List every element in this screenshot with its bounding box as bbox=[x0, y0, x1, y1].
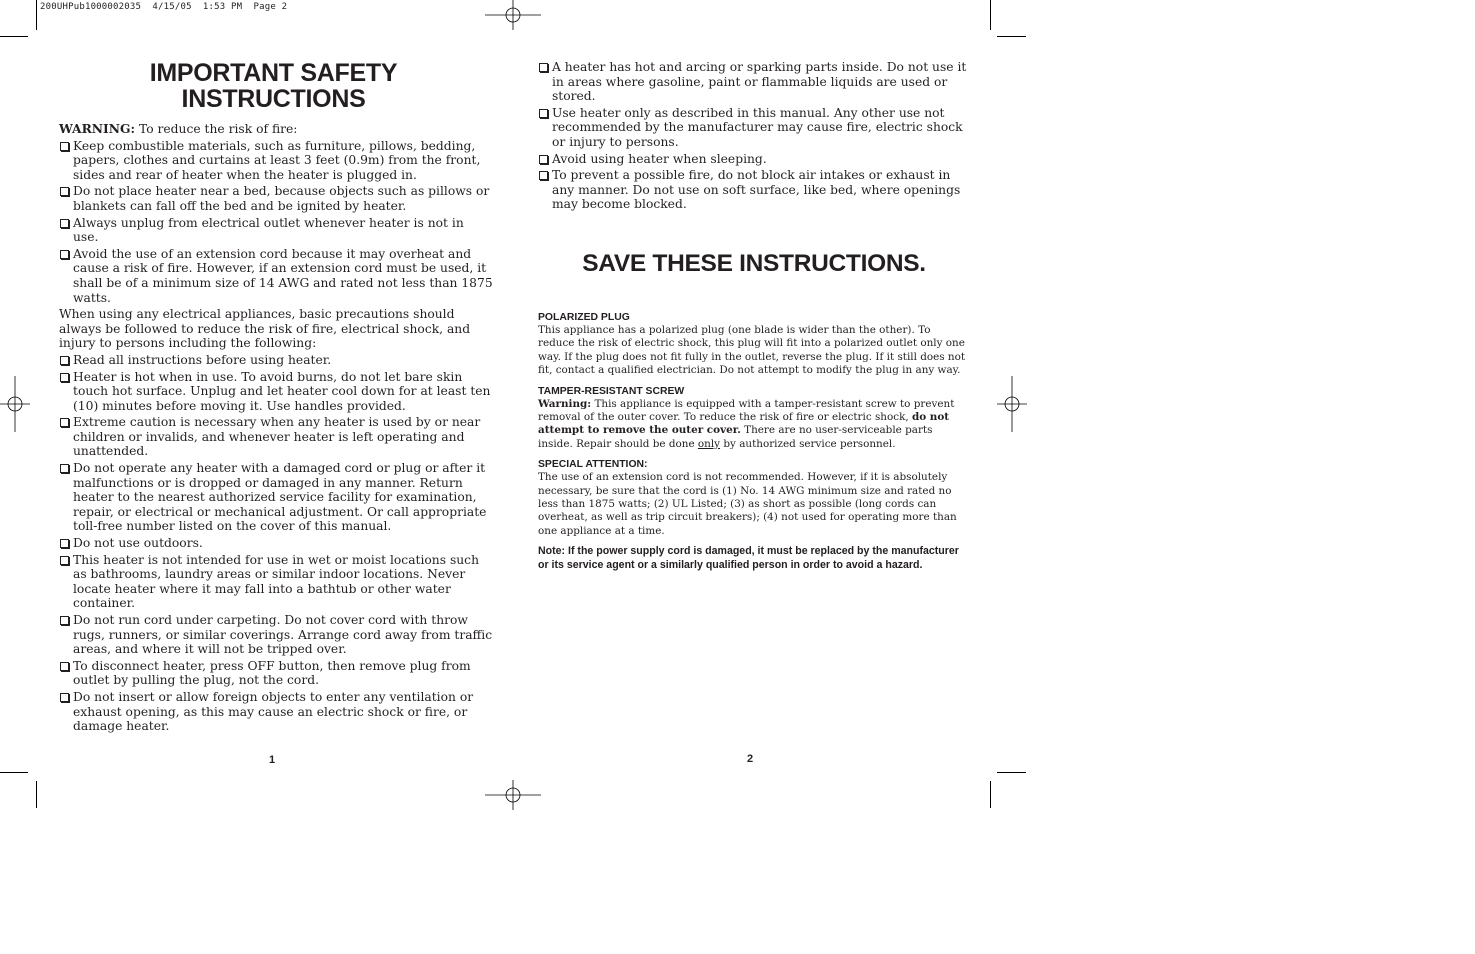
fire-safety-list bbox=[59, 139, 493, 306]
list-item: Keep combustible materials, such as furniture, pillows, bedding, papers, clothes and curtains at least 3 feet (0.9m) from the front, sides and rear of heater when the heater is plugged in. bbox=[59, 139, 493, 183]
registration-mark-icon bbox=[0, 376, 30, 432]
power-cord-note: Note: If the power supply cord is damaged, it must be replaced by the manufacturer or its service agent or a similarly qualified person in order to avoid a hazard. bbox=[538, 545, 959, 571]
section-heading: SPECIAL ATTENTION: bbox=[538, 459, 648, 471]
registration-mark-icon bbox=[485, 0, 541, 30]
list-item: Avoid using heater when sleeping. bbox=[538, 152, 970, 167]
text-span: This appliance is equipped with a tamper-resistant screw to prevent removal of the outer cover. To reduce the risk of fire or electric shock, bbox=[538, 397, 955, 423]
list-item: This heater is not intended for use in wet or moist locations such as bathrooms, laundry areas or similar indoor locations. Never locate heater where it may fall into a bathtub or other water container. bbox=[59, 553, 493, 611]
list-item: To prevent a possible fire, do not block air intakes or exhaust in any manner. Do not use on soft surface, like bed, where openings may become blocked. bbox=[538, 168, 970, 212]
crop-mark bbox=[997, 36, 1026, 37]
crop-mark bbox=[990, 781, 991, 808]
list-item: Do not insert or allow foreign objects to enter any ventilation or exhaust opening, as this may cause an electric shock or fire, or damage heater. bbox=[59, 690, 493, 734]
list-item: Do not place heater near a bed, because objects such as pillows or blankets can fall off the bed and be ignited by heater. bbox=[59, 184, 493, 213]
crop-mark bbox=[36, 0, 37, 30]
list-item: Avoid the use of an extension cord because it may overheat and cause a risk of fire. However, if an extension cord must be used, it shall be of a minimum size of 14 AWG and rated not less than 1875 watts. bbox=[59, 247, 493, 305]
precautions-list bbox=[59, 353, 493, 734]
section-heading: TAMPER-RESISTANT SCREW bbox=[538, 385, 685, 397]
right-page bbox=[538, 60, 970, 572]
warning-text: To reduce the risk of fire: bbox=[135, 122, 298, 136]
title-line: INSTRUCTIONS bbox=[181, 85, 366, 113]
list-item: Do not operate any heater with a damaged cord or plug or after it malfunctions or is dropped or damaged in any manner. Return heater to the nearest authorized service facility for examination, repair, or electrical or mechanical adjustment. Or call appropriate toll-free number listed on the cover of this manual. bbox=[59, 461, 493, 534]
title-line: IMPORTANT SAFETY bbox=[149, 59, 398, 87]
crop-mark bbox=[997, 772, 1026, 773]
crop-mark bbox=[990, 0, 991, 30]
section-text: This appliance has a polarized plug (one blade is wider than the other). To reduce the risk of electric shock, this plug will fit into a polarized outlet only one way. If the plug does not fit fully in the outlet, reverse the plug. If it still does not fit, contact a qualified electrician. Do not attempt to modify the plug in any way. bbox=[538, 323, 966, 377]
left-page bbox=[59, 60, 493, 736]
precautions-paragraph: When using any electrical appliances, basic precautions should always be followed to reduce the risk of fire, electrical shock, and injury to persons including the following: bbox=[59, 307, 471, 351]
list-item: Read all instructions before using heater. bbox=[59, 353, 493, 368]
page-title bbox=[54, 60, 493, 112]
polarized-plug-section bbox=[538, 311, 970, 378]
registration-mark-icon bbox=[485, 780, 541, 810]
list-item: To disconnect heater, press OFF button, then remove plug from outlet by pulling the plug, not the cord. bbox=[59, 659, 493, 688]
save-instructions-title: SAVE THESE INSTRUCTIONS. bbox=[582, 249, 926, 277]
text-span: There are no user-serviceable parts inside. Repair should be done bbox=[538, 424, 933, 450]
print-slug: 200UHPub1000002035 4/15/05 1:53 PM Page 2 bbox=[40, 2, 288, 12]
section-text: The use of an extension cord is not recommended. However, if it is absolutely necessary, be sure that the cord is (1) No. 14 AWG minimum size and rated no less than 1875 watts; (2) UL Listed; (3) as short as possible (long cords can overheat, as well as trip circuit breakers); (4) not used for operating more than one appliance at a time. bbox=[538, 471, 957, 537]
warning-label: WARNING: bbox=[59, 121, 136, 136]
list-item: Heater is hot when in use. To avoid burns, do not let bare skin touch hot surface. Unplug and let heater cool down for at least ten (10) minutes before moving it. Use handles provided. bbox=[59, 370, 493, 414]
heater-safety-list bbox=[538, 60, 970, 212]
special-attention-section bbox=[538, 458, 970, 538]
crop-mark bbox=[0, 36, 28, 37]
page-number: 1 bbox=[269, 754, 276, 766]
underlined-text: only bbox=[697, 437, 721, 450]
list-item: Extreme caution is necessary when any heater is used by or near children or invalids, and whenever heater is left operating and unattended. bbox=[59, 415, 493, 459]
bold-text: do not attempt to remove the outer cover. bbox=[538, 410, 950, 437]
list-item: Do not use outdoors. bbox=[59, 536, 493, 551]
section-heading: POLARIZED PLUG bbox=[538, 311, 630, 323]
section-text bbox=[538, 398, 970, 452]
text-span: by authorized service personnel. bbox=[720, 437, 896, 450]
list-item: Do not run cord under carpeting. Do not cover cord with throw rugs, runners, or similar coverings. Arrange cord away from traffic areas, and where it will not be tripped over. bbox=[59, 613, 493, 657]
crop-mark bbox=[0, 772, 28, 773]
warning-label: Warning: bbox=[538, 397, 592, 410]
page-number: 2 bbox=[747, 753, 754, 765]
tamper-screw-section bbox=[538, 385, 970, 452]
list-item: Always unplug from electrical outlet whenever heater is not in use. bbox=[59, 216, 493, 245]
crop-mark bbox=[36, 781, 37, 808]
registration-mark-icon bbox=[997, 376, 1027, 432]
list-item: Use heater only as described in this manual. Any other use not recommended by the manufacturer may cause fire, electric shock or injury to persons. bbox=[538, 106, 970, 150]
list-item: A heater has hot and arcing or sparking parts inside. Do not use it in areas where gasoline, paint or flammable liquids are used or stored. bbox=[538, 60, 970, 104]
warning-intro bbox=[59, 122, 493, 137]
